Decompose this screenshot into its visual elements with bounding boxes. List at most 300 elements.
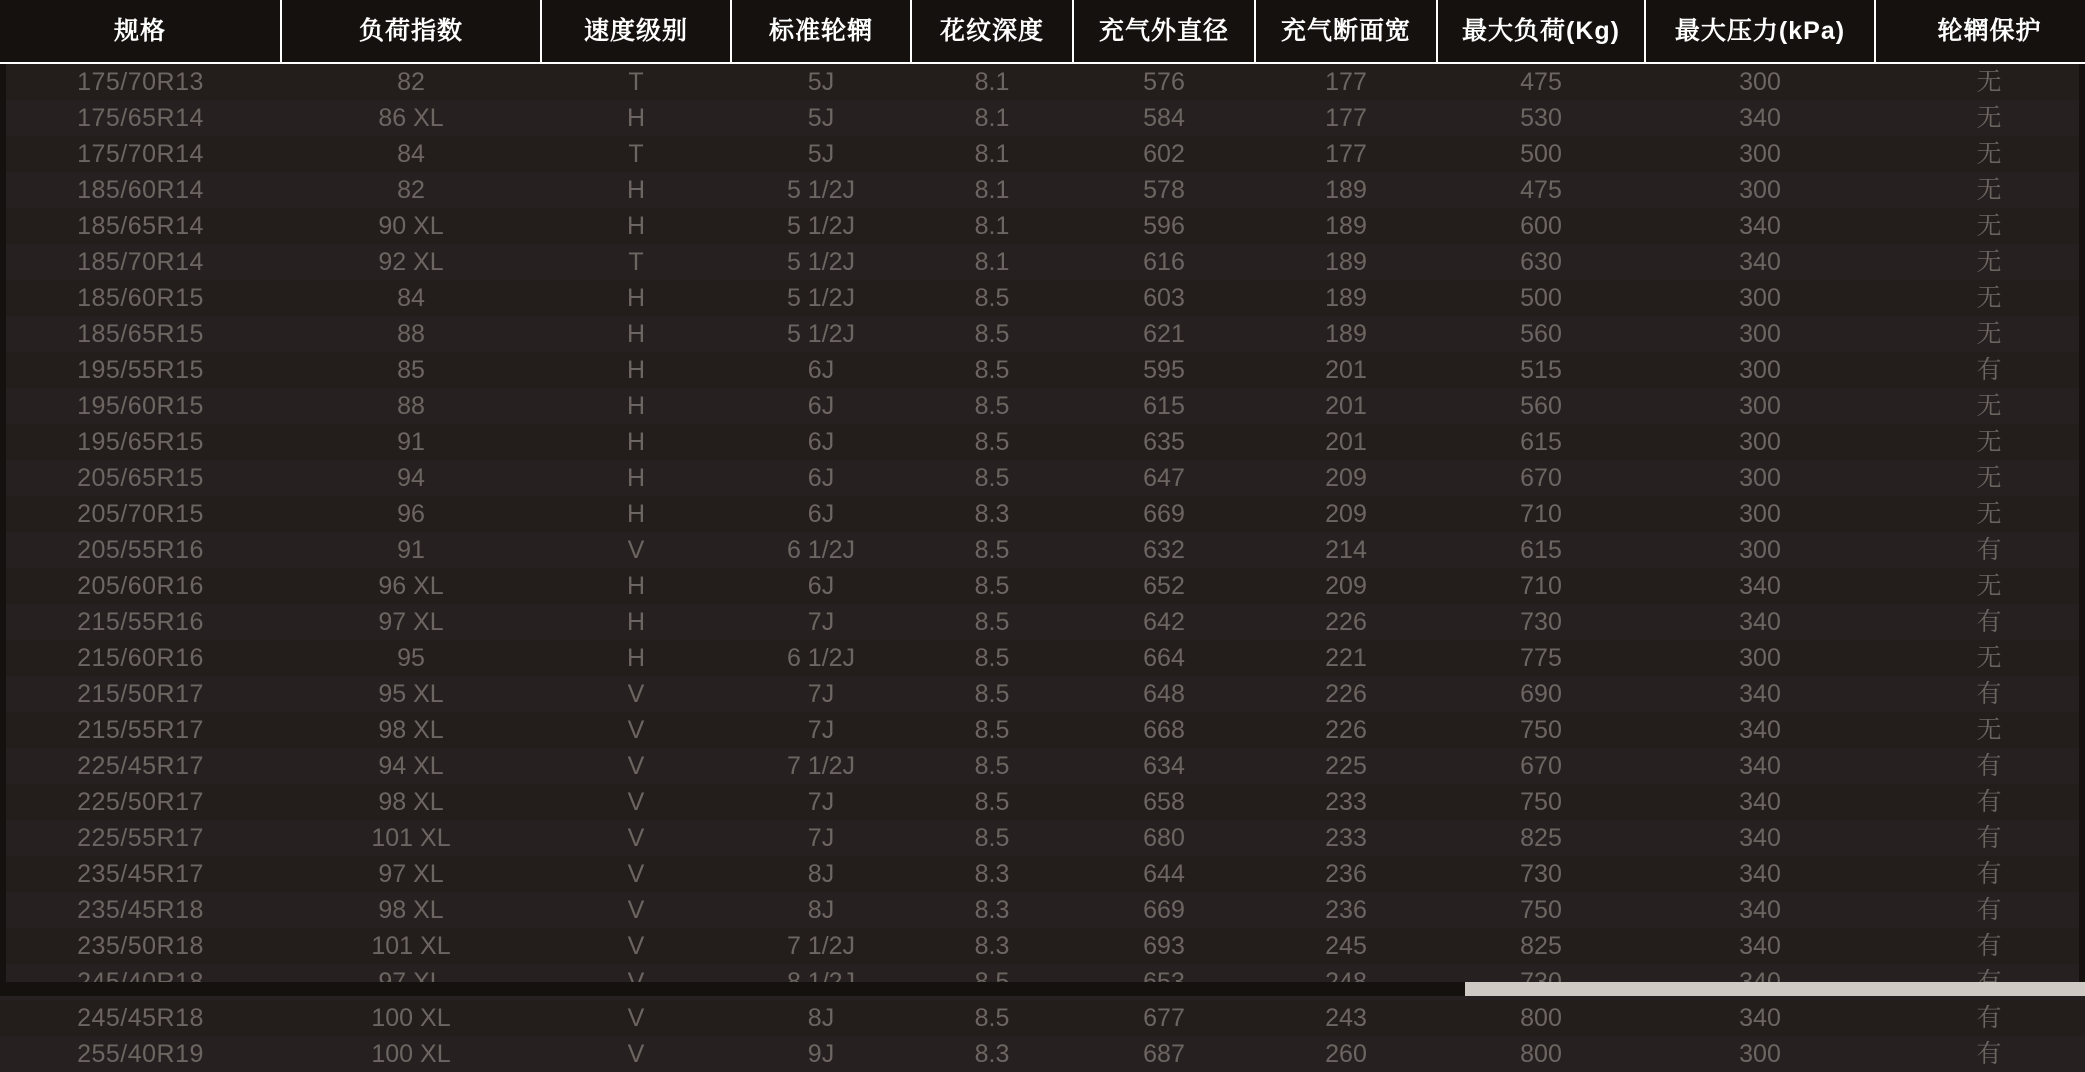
- cell-inflated-width: 201: [1255, 388, 1437, 424]
- cell-standard-rim: 6J: [731, 424, 911, 460]
- cell-rim-protection: 无: [1875, 244, 2085, 280]
- cell-inflated-od: 680: [1073, 820, 1255, 856]
- cell-inflated-width: 189: [1255, 208, 1437, 244]
- column-header-standard-rim: 标准轮辋: [731, 0, 911, 63]
- cell-spec: 175/70R13: [0, 63, 281, 100]
- cell-max-pressure: 300: [1645, 280, 1875, 316]
- cell-rim-protection: 有: [1875, 928, 2085, 964]
- cell-standard-rim: 7 1/2J: [731, 928, 911, 964]
- cell-max-pressure: 300: [1645, 424, 1875, 460]
- cell-spec: 215/50R17: [0, 676, 281, 712]
- cell-rim-protection: 无: [1875, 63, 2085, 100]
- cell-inflated-width: 177: [1255, 100, 1437, 136]
- cell-max-pressure: 300: [1645, 63, 1875, 100]
- cell-rim-protection: 有: [1875, 856, 2085, 892]
- cell-tread-depth: 8.5: [911, 316, 1073, 352]
- cell-inflated-width: 226: [1255, 604, 1437, 640]
- cell-speed-rating: T: [541, 244, 731, 280]
- cell-max-pressure: 340: [1645, 892, 1875, 928]
- cell-load-index: 92 XL: [281, 244, 541, 280]
- table-row: [0, 712, 2085, 748]
- cell-load-index: 91: [281, 532, 541, 568]
- table-row: [0, 424, 2085, 460]
- cell-inflated-width: 236: [1255, 856, 1437, 892]
- cell-max-load: 800: [1437, 1036, 1645, 1072]
- cell-spec: 225/55R17: [0, 820, 281, 856]
- cell-max-pressure: 300: [1645, 172, 1875, 208]
- cell-load-index: 101 XL: [281, 820, 541, 856]
- cell-inflated-width: 209: [1255, 460, 1437, 496]
- cell-standard-rim: 5 1/2J: [731, 280, 911, 316]
- cell-max-pressure: 300: [1645, 532, 1875, 568]
- column-header-inflated-width: 充气断面宽: [1255, 0, 1437, 63]
- cell-inflated-width: 236: [1255, 892, 1437, 928]
- cell-speed-rating: H: [541, 208, 731, 244]
- column-header-speed-rating: 速度级别: [541, 0, 731, 63]
- cell-spec: 215/55R16: [0, 604, 281, 640]
- cell-standard-rim: 5J: [731, 136, 911, 172]
- table-row: [0, 820, 2085, 856]
- cell-load-index: 96: [281, 496, 541, 532]
- cell-spec: 205/65R15: [0, 460, 281, 496]
- cell-rim-protection: 无: [1875, 460, 2085, 496]
- cell-rim-protection: 无: [1875, 712, 2085, 748]
- table-row: [0, 244, 2085, 280]
- table-row: [0, 388, 2085, 424]
- table-row: [0, 496, 2085, 532]
- cell-rim-protection: 有: [1875, 820, 2085, 856]
- table-row: [0, 532, 2085, 568]
- cell-tread-depth: 8.5: [911, 676, 1073, 712]
- cell-rim-protection: 无: [1875, 172, 2085, 208]
- cell-standard-rim: 9J: [731, 1036, 911, 1072]
- cell-spec: 175/70R14: [0, 136, 281, 172]
- cell-rim-protection: 无: [1875, 100, 2085, 136]
- column-header-size: 规格: [0, 0, 281, 63]
- cell-max-pressure: 340: [1645, 208, 1875, 244]
- cell-inflated-od: 687: [1073, 1036, 1255, 1072]
- cell-max-pressure: 340: [1645, 100, 1875, 136]
- cell-inflated-od: 658: [1073, 784, 1255, 820]
- cell-inflated-width: 201: [1255, 352, 1437, 388]
- cell-inflated-width: 209: [1255, 568, 1437, 604]
- table-row: [0, 856, 2085, 892]
- cell-inflated-width: 189: [1255, 280, 1437, 316]
- cell-spec: 185/60R14: [0, 172, 281, 208]
- cell-max-pressure: 340: [1645, 712, 1875, 748]
- cell-max-pressure: 300: [1645, 640, 1875, 676]
- cell-standard-rim: 7J: [731, 676, 911, 712]
- cell-inflated-width: 260: [1255, 1036, 1437, 1072]
- cell-max-pressure: 340: [1645, 928, 1875, 964]
- cell-max-load: 730: [1437, 604, 1645, 640]
- cell-inflated-width: 233: [1255, 820, 1437, 856]
- cell-max-load: 600: [1437, 208, 1645, 244]
- cell-standard-rim: 6J: [731, 388, 911, 424]
- table-body: [0, 63, 2085, 1072]
- cell-spec: 185/60R15: [0, 280, 281, 316]
- cell-max-load: 690: [1437, 676, 1645, 712]
- cell-rim-protection: 无: [1875, 640, 2085, 676]
- cell-max-pressure: 340: [1645, 568, 1875, 604]
- cell-standard-rim: 6J: [731, 496, 911, 532]
- cell-spec: 225/45R17: [0, 748, 281, 784]
- cell-standard-rim: 6J: [731, 568, 911, 604]
- cell-inflated-od: 642: [1073, 604, 1255, 640]
- table-row: [0, 280, 2085, 316]
- cell-inflated-od: 652: [1073, 568, 1255, 604]
- cell-max-load: 750: [1437, 892, 1645, 928]
- table-row: [0, 136, 2085, 172]
- cell-inflated-od: 669: [1073, 496, 1255, 532]
- cell-standard-rim: 6 1/2J: [731, 532, 911, 568]
- cell-rim-protection: 有: [1875, 1000, 2085, 1036]
- cell-spec: 195/55R15: [0, 352, 281, 388]
- cell-standard-rim: 7 1/2J: [731, 748, 911, 784]
- cell-max-load: 475: [1437, 63, 1645, 100]
- cell-rim-protection: 无: [1875, 388, 2085, 424]
- cell-spec: 195/65R15: [0, 424, 281, 460]
- cell-inflated-width: 226: [1255, 676, 1437, 712]
- cell-spec: 185/65R15: [0, 316, 281, 352]
- cell-max-load: 800: [1437, 1000, 1645, 1036]
- cell-speed-rating: V: [541, 784, 731, 820]
- cell-max-pressure: 300: [1645, 1036, 1875, 1072]
- cell-spec: 235/45R17: [0, 856, 281, 892]
- cell-rim-protection: 有: [1875, 1036, 2085, 1072]
- cell-max-load: 615: [1437, 532, 1645, 568]
- left-edge-border: [0, 64, 6, 984]
- cell-inflated-od: 648: [1073, 676, 1255, 712]
- cell-max-load: 710: [1437, 496, 1645, 532]
- cell-spec: 205/60R16: [0, 568, 281, 604]
- cell-speed-rating: T: [541, 136, 731, 172]
- cell-inflated-width: 233: [1255, 784, 1437, 820]
- cell-standard-rim: 8J: [731, 892, 911, 928]
- cell-max-pressure: 300: [1645, 316, 1875, 352]
- cell-inflated-od: 634: [1073, 748, 1255, 784]
- cell-tread-depth: 8.5: [911, 640, 1073, 676]
- cell-inflated-od: 635: [1073, 424, 1255, 460]
- cell-tread-depth: 8.5: [911, 568, 1073, 604]
- cell-load-index: 82: [281, 172, 541, 208]
- cell-max-load: 670: [1437, 748, 1645, 784]
- cell-load-index: 97 XL: [281, 856, 541, 892]
- cell-standard-rim: 5J: [731, 100, 911, 136]
- table-row: [0, 892, 2085, 928]
- cell-load-index: 94 XL: [281, 748, 541, 784]
- bottom-bar-accent: [1465, 982, 2085, 996]
- cell-inflated-width: 245: [1255, 928, 1437, 964]
- cell-inflated-od: 576: [1073, 63, 1255, 100]
- cell-speed-rating: V: [541, 856, 731, 892]
- cell-rim-protection: 无: [1875, 424, 2085, 460]
- cell-max-pressure: 340: [1645, 244, 1875, 280]
- column-header-tread-depth: 花纹深度: [911, 0, 1073, 63]
- table-row: [0, 1036, 2085, 1072]
- table-row: [0, 748, 2085, 784]
- cell-spec: 205/70R15: [0, 496, 281, 532]
- cell-max-load: 500: [1437, 280, 1645, 316]
- cell-inflated-width: 201: [1255, 424, 1437, 460]
- cell-max-pressure: 300: [1645, 352, 1875, 388]
- cell-inflated-od: 616: [1073, 244, 1255, 280]
- cell-speed-rating: H: [541, 424, 731, 460]
- bottom-bar: [0, 982, 2085, 996]
- table-row: [0, 928, 2085, 964]
- cell-standard-rim: 5J: [731, 63, 911, 100]
- cell-standard-rim: 5 1/2J: [731, 244, 911, 280]
- cell-load-index: 90 XL: [281, 208, 541, 244]
- cell-tread-depth: 8.5: [911, 1000, 1073, 1036]
- cell-tread-depth: 8.3: [911, 1036, 1073, 1072]
- cell-inflated-od: 584: [1073, 100, 1255, 136]
- cell-tread-depth: 8.5: [911, 820, 1073, 856]
- cell-tread-depth: 8.5: [911, 424, 1073, 460]
- cell-inflated-od: 677: [1073, 1000, 1255, 1036]
- cell-rim-protection: 有: [1875, 784, 2085, 820]
- table-row: [0, 784, 2085, 820]
- cell-speed-rating: H: [541, 100, 731, 136]
- table-row: [0, 316, 2085, 352]
- cell-max-load: 750: [1437, 784, 1645, 820]
- right-edge-border: [2079, 64, 2085, 984]
- cell-max-pressure: 300: [1645, 460, 1875, 496]
- cell-speed-rating: V: [541, 928, 731, 964]
- cell-inflated-od: 668: [1073, 712, 1255, 748]
- cell-speed-rating: V: [541, 676, 731, 712]
- cell-rim-protection: 无: [1875, 496, 2085, 532]
- cell-standard-rim: 7J: [731, 784, 911, 820]
- cell-inflated-width: 177: [1255, 136, 1437, 172]
- table-row: [0, 352, 2085, 388]
- cell-rim-protection: 无: [1875, 208, 2085, 244]
- cell-speed-rating: H: [541, 460, 731, 496]
- cell-speed-rating: H: [541, 316, 731, 352]
- cell-load-index: 98 XL: [281, 784, 541, 820]
- cell-max-load: 560: [1437, 388, 1645, 424]
- cell-inflated-od: 644: [1073, 856, 1255, 892]
- cell-spec: 195/60R15: [0, 388, 281, 424]
- cell-load-index: 98 XL: [281, 712, 541, 748]
- cell-standard-rim: 6 1/2J: [731, 640, 911, 676]
- cell-load-index: 94: [281, 460, 541, 496]
- cell-tread-depth: 8.1: [911, 172, 1073, 208]
- cell-rim-protection: 有: [1875, 532, 2085, 568]
- cell-load-index: 84: [281, 136, 541, 172]
- cell-tread-depth: 8.5: [911, 532, 1073, 568]
- cell-speed-rating: V: [541, 748, 731, 784]
- table-row: [0, 100, 2085, 136]
- cell-inflated-od: 603: [1073, 280, 1255, 316]
- cell-tread-depth: 8.5: [911, 352, 1073, 388]
- table-header: [0, 0, 2085, 63]
- cell-inflated-od: 693: [1073, 928, 1255, 964]
- cell-load-index: 97 XL: [281, 604, 541, 640]
- cell-speed-rating: H: [541, 496, 731, 532]
- cell-standard-rim: 5 1/2J: [731, 316, 911, 352]
- cell-spec: 215/55R17: [0, 712, 281, 748]
- cell-speed-rating: H: [541, 640, 731, 676]
- table-row: [0, 460, 2085, 496]
- cell-max-pressure: 340: [1645, 676, 1875, 712]
- cell-max-load: 630: [1437, 244, 1645, 280]
- cell-inflated-width: 214: [1255, 532, 1437, 568]
- cell-rim-protection: 无: [1875, 136, 2085, 172]
- cell-max-pressure: 300: [1645, 496, 1875, 532]
- cell-max-load: 775: [1437, 640, 1645, 676]
- cell-max-load: 615: [1437, 424, 1645, 460]
- cell-tread-depth: 8.3: [911, 856, 1073, 892]
- cell-tread-depth: 8.1: [911, 63, 1073, 100]
- cell-speed-rating: H: [541, 568, 731, 604]
- cell-tread-depth: 8.5: [911, 784, 1073, 820]
- cell-speed-rating: V: [541, 712, 731, 748]
- cell-inflated-od: 596: [1073, 208, 1255, 244]
- header-row: [0, 0, 2085, 63]
- cell-max-load: 710: [1437, 568, 1645, 604]
- table-row: [0, 208, 2085, 244]
- cell-inflated-od: 602: [1073, 136, 1255, 172]
- cell-load-index: 84: [281, 280, 541, 316]
- column-header-inflated-od: 充气外直径: [1073, 0, 1255, 63]
- cell-standard-rim: 7J: [731, 820, 911, 856]
- cell-tread-depth: 8.1: [911, 208, 1073, 244]
- cell-standard-rim: 6J: [731, 352, 911, 388]
- cell-tread-depth: 8.5: [911, 280, 1073, 316]
- cell-tread-depth: 8.5: [911, 604, 1073, 640]
- cell-load-index: 100 XL: [281, 1036, 541, 1072]
- cell-standard-rim: 7J: [731, 604, 911, 640]
- cell-max-load: 515: [1437, 352, 1645, 388]
- cell-speed-rating: V: [541, 820, 731, 856]
- cell-inflated-od: 621: [1073, 316, 1255, 352]
- cell-max-pressure: 340: [1645, 748, 1875, 784]
- cell-inflated-od: 669: [1073, 892, 1255, 928]
- cell-load-index: 98 XL: [281, 892, 541, 928]
- cell-tread-depth: 8.1: [911, 136, 1073, 172]
- cell-spec: 185/70R14: [0, 244, 281, 280]
- cell-standard-rim: 8J: [731, 856, 911, 892]
- cell-tread-depth: 8.5: [911, 748, 1073, 784]
- cell-inflated-width: 209: [1255, 496, 1437, 532]
- cell-load-index: 82: [281, 63, 541, 100]
- cell-tread-depth: 8.5: [911, 712, 1073, 748]
- cell-max-load: 825: [1437, 820, 1645, 856]
- cell-spec: 215/60R16: [0, 640, 281, 676]
- cell-standard-rim: 5 1/2J: [731, 172, 911, 208]
- column-header-rim-protection: 轮辋保护: [1875, 0, 2085, 63]
- cell-speed-rating: T: [541, 63, 731, 100]
- cell-tread-depth: 8.5: [911, 388, 1073, 424]
- cell-max-load: 825: [1437, 928, 1645, 964]
- table-row: [0, 172, 2085, 208]
- cell-spec: 225/50R17: [0, 784, 281, 820]
- cell-inflated-od: 647: [1073, 460, 1255, 496]
- cell-load-index: 96 XL: [281, 568, 541, 604]
- cell-tread-depth: 8.3: [911, 496, 1073, 532]
- cell-max-pressure: 300: [1645, 388, 1875, 424]
- cell-load-index: 101 XL: [281, 928, 541, 964]
- cell-inflated-width: 243: [1255, 1000, 1437, 1036]
- cell-spec: 235/45R18: [0, 892, 281, 928]
- cell-rim-protection: 无: [1875, 280, 2085, 316]
- cell-max-load: 670: [1437, 460, 1645, 496]
- cell-max-pressure: 340: [1645, 784, 1875, 820]
- cell-load-index: 95: [281, 640, 541, 676]
- cell-rim-protection: 无: [1875, 568, 2085, 604]
- cell-max-load: 475: [1437, 172, 1645, 208]
- cell-speed-rating: H: [541, 172, 731, 208]
- cell-speed-rating: H: [541, 352, 731, 388]
- cell-rim-protection: 有: [1875, 748, 2085, 784]
- cell-load-index: 91: [281, 424, 541, 460]
- cell-max-pressure: 340: [1645, 604, 1875, 640]
- cell-inflated-width: 177: [1255, 63, 1437, 100]
- cell-speed-rating: H: [541, 280, 731, 316]
- cell-load-index: 86 XL: [281, 100, 541, 136]
- cell-rim-protection: 有: [1875, 604, 2085, 640]
- cell-inflated-width: 189: [1255, 316, 1437, 352]
- cell-inflated-od: 664: [1073, 640, 1255, 676]
- column-header-max-pressure: 最大压力(kPa): [1645, 0, 1875, 63]
- cell-max-pressure: 340: [1645, 820, 1875, 856]
- cell-max-pressure: 300: [1645, 136, 1875, 172]
- cell-rim-protection: 有: [1875, 676, 2085, 712]
- cell-tread-depth: 8.1: [911, 244, 1073, 280]
- cell-inflated-width: 221: [1255, 640, 1437, 676]
- cell-inflated-od: 615: [1073, 388, 1255, 424]
- cell-speed-rating: V: [541, 1000, 731, 1036]
- cell-max-load: 560: [1437, 316, 1645, 352]
- cell-load-index: 88: [281, 316, 541, 352]
- cell-max-pressure: 340: [1645, 856, 1875, 892]
- cell-standard-rim: 5 1/2J: [731, 208, 911, 244]
- cell-inflated-width: 189: [1255, 244, 1437, 280]
- column-header-load-index: 负荷指数: [281, 0, 541, 63]
- cell-inflated-width: 189: [1255, 172, 1437, 208]
- cell-rim-protection: 有: [1875, 352, 2085, 388]
- cell-spec: 205/55R16: [0, 532, 281, 568]
- cell-standard-rim: 6J: [731, 460, 911, 496]
- cell-max-pressure: 340: [1645, 1000, 1875, 1036]
- cell-standard-rim: 7J: [731, 712, 911, 748]
- cell-max-load: 750: [1437, 712, 1645, 748]
- cell-inflated-width: 226: [1255, 712, 1437, 748]
- cell-max-load: 730: [1437, 856, 1645, 892]
- cell-max-load: 530: [1437, 100, 1645, 136]
- table-row: [0, 676, 2085, 712]
- cell-load-index: 85: [281, 352, 541, 388]
- cell-speed-rating: V: [541, 892, 731, 928]
- cell-spec: 235/50R18: [0, 928, 281, 964]
- cell-spec: 245/45R18: [0, 1000, 281, 1036]
- cell-tread-depth: 8.5: [911, 460, 1073, 496]
- cell-tread-depth: 8.3: [911, 892, 1073, 928]
- cell-inflated-od: 632: [1073, 532, 1255, 568]
- cell-spec: 185/65R14: [0, 208, 281, 244]
- table-row: [0, 604, 2085, 640]
- cell-tread-depth: 8.1: [911, 100, 1073, 136]
- column-header-max-load: 最大负荷(Kg): [1437, 0, 1645, 63]
- table-row: [0, 568, 2085, 604]
- cell-max-load: 500: [1437, 136, 1645, 172]
- cell-inflated-width: 225: [1255, 748, 1437, 784]
- cell-load-index: 95 XL: [281, 676, 541, 712]
- table-row: [0, 640, 2085, 676]
- cell-inflated-od: 578: [1073, 172, 1255, 208]
- cell-load-index: 100 XL: [281, 1000, 541, 1036]
